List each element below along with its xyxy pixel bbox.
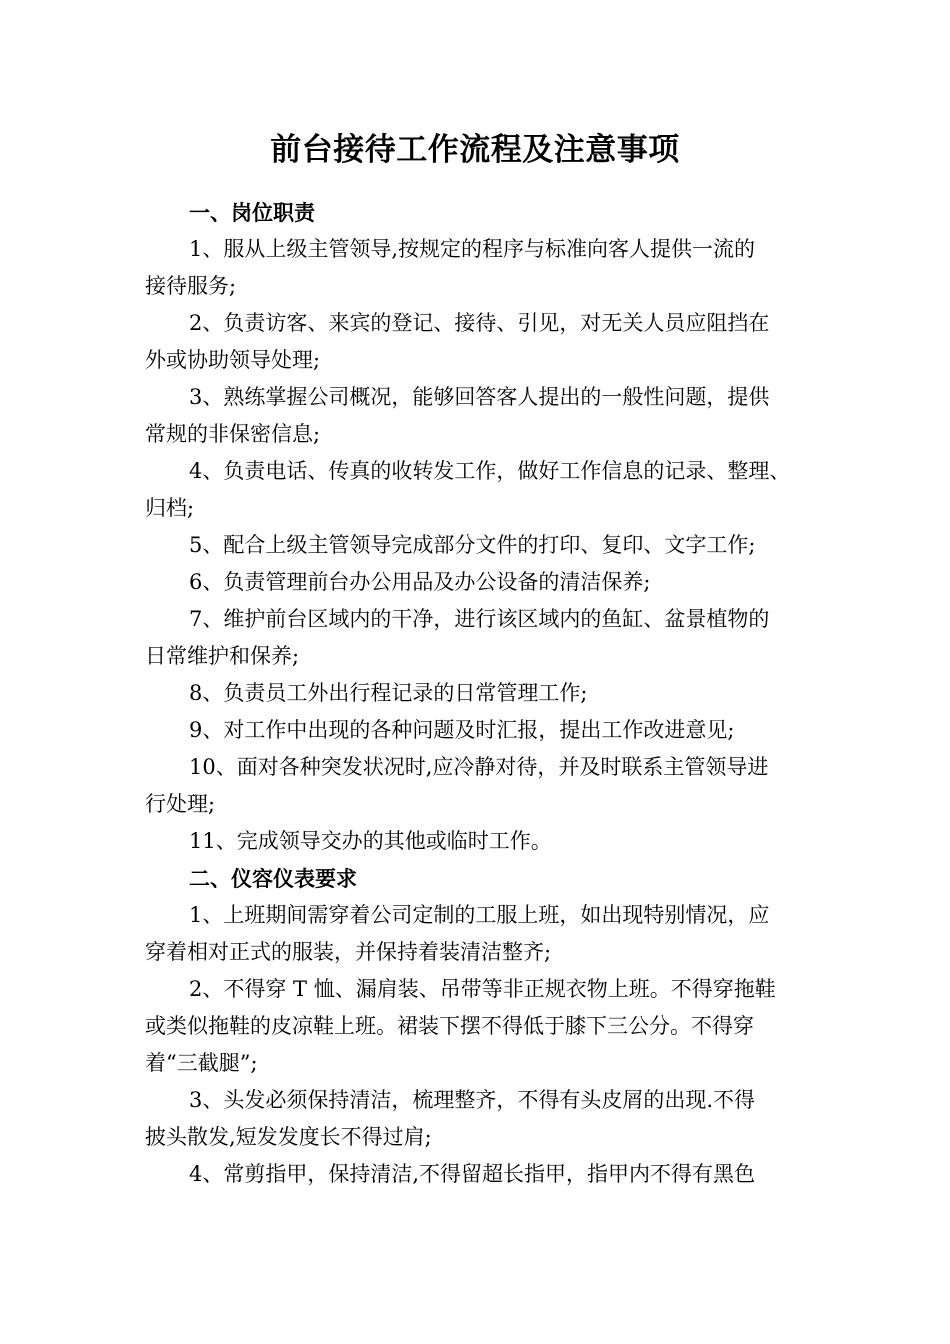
list-item-line: 外或协助领导处理; (145, 348, 321, 372)
list-item-line: 7、维护前台区域内的干净，进行该区域内的鱼缸、盆景植物的 (189, 607, 770, 631)
document-body (145, 194, 809, 1193)
list-item (145, 379, 809, 453)
list-item (145, 971, 809, 1082)
list-item (145, 823, 809, 860)
list-item-line: 2、不得穿 T 恤、漏肩装、吊带等非正规衣物上班。不得穿拖鞋 (189, 977, 776, 1001)
list-item-line: 4、常剪指甲，保持清洁,不得留超长指甲，指甲内不得有黑色 (189, 1162, 756, 1186)
list-item (145, 453, 809, 527)
section-duties-list (145, 231, 809, 860)
list-item-line: 10、面对各种突发状况时,应冷静对待，并及时联系主管领导进 (189, 755, 769, 779)
list-item-line: 日常维护和保养; (145, 644, 300, 668)
list-item (145, 1082, 809, 1156)
list-item-line: 5、配合上级主管领导完成部分文件的打印、复印、文字工作; (189, 533, 756, 557)
list-item-line: 1、服从上级主管领导,按规定的程序与标准向客人提供一流的 (189, 237, 756, 261)
list-item (145, 749, 809, 823)
list-item-line: 1、上班期间需穿着公司定制的工服上班，如出现特别情况，应 (189, 903, 770, 927)
list-item-line: 披头散发,短发发度长不得过肩; (145, 1125, 432, 1149)
list-item (145, 527, 809, 564)
document-title: 前台接待工作流程及注意事项 (270, 132, 680, 168)
list-item (145, 897, 809, 971)
list-item-line: 6、负责管理前台办公用品及办公设备的清洁保养; (189, 570, 651, 594)
list-item-line: 11、完成领导交办的其他或临时工作。 (189, 829, 552, 853)
list-item-line: 接待服务; (145, 274, 237, 298)
section-heading-duties: 一、岗位职责 (189, 200, 315, 225)
list-item-line: 归档; (145, 496, 195, 520)
list-item-line: 常规的非保密信息; (145, 422, 321, 446)
list-item (145, 1156, 809, 1193)
section-heading-appearance: 二、仪容仪表要求 (189, 866, 357, 891)
list-item (145, 305, 809, 379)
list-item-line: 3、头发必须保持清洁，梳理整齐，不得有头皮屑的出现.不得 (189, 1088, 756, 1112)
list-item-line: 8、负责员工外出行程记录的日常管理工作; (189, 681, 588, 705)
list-item (145, 231, 809, 305)
list-item-line: 穿着相对正式的服装，并保持着装清洁整齐; (145, 940, 552, 964)
list-item-line: 行处理; (145, 792, 216, 816)
list-item-line: 2、负责访客、来宾的登记、接待、引见，对无关人员应阻挡在 (189, 311, 770, 335)
list-item-line: 9、对工作中出现的各种问题及时汇报，提出工作改进意见; (189, 718, 735, 742)
list-item (145, 564, 809, 601)
list-item (145, 675, 809, 712)
list-item (145, 712, 809, 749)
list-item-line: 3、熟练掌握公司概况，能够回答客人提出的一般性问题，提供 (189, 385, 770, 409)
list-item (145, 601, 809, 675)
section-appearance-list (145, 897, 809, 1193)
list-item-line: 4、负责电话、传真的收转发工作，做好工作信息的记录、整理、 (189, 459, 791, 483)
list-item-line: 着“三截腿”; (145, 1051, 258, 1075)
list-item-line: 或类似拖鞋的皮凉鞋上班。裙装下摆不得低于膝下三公分。不得穿 (145, 1014, 754, 1038)
